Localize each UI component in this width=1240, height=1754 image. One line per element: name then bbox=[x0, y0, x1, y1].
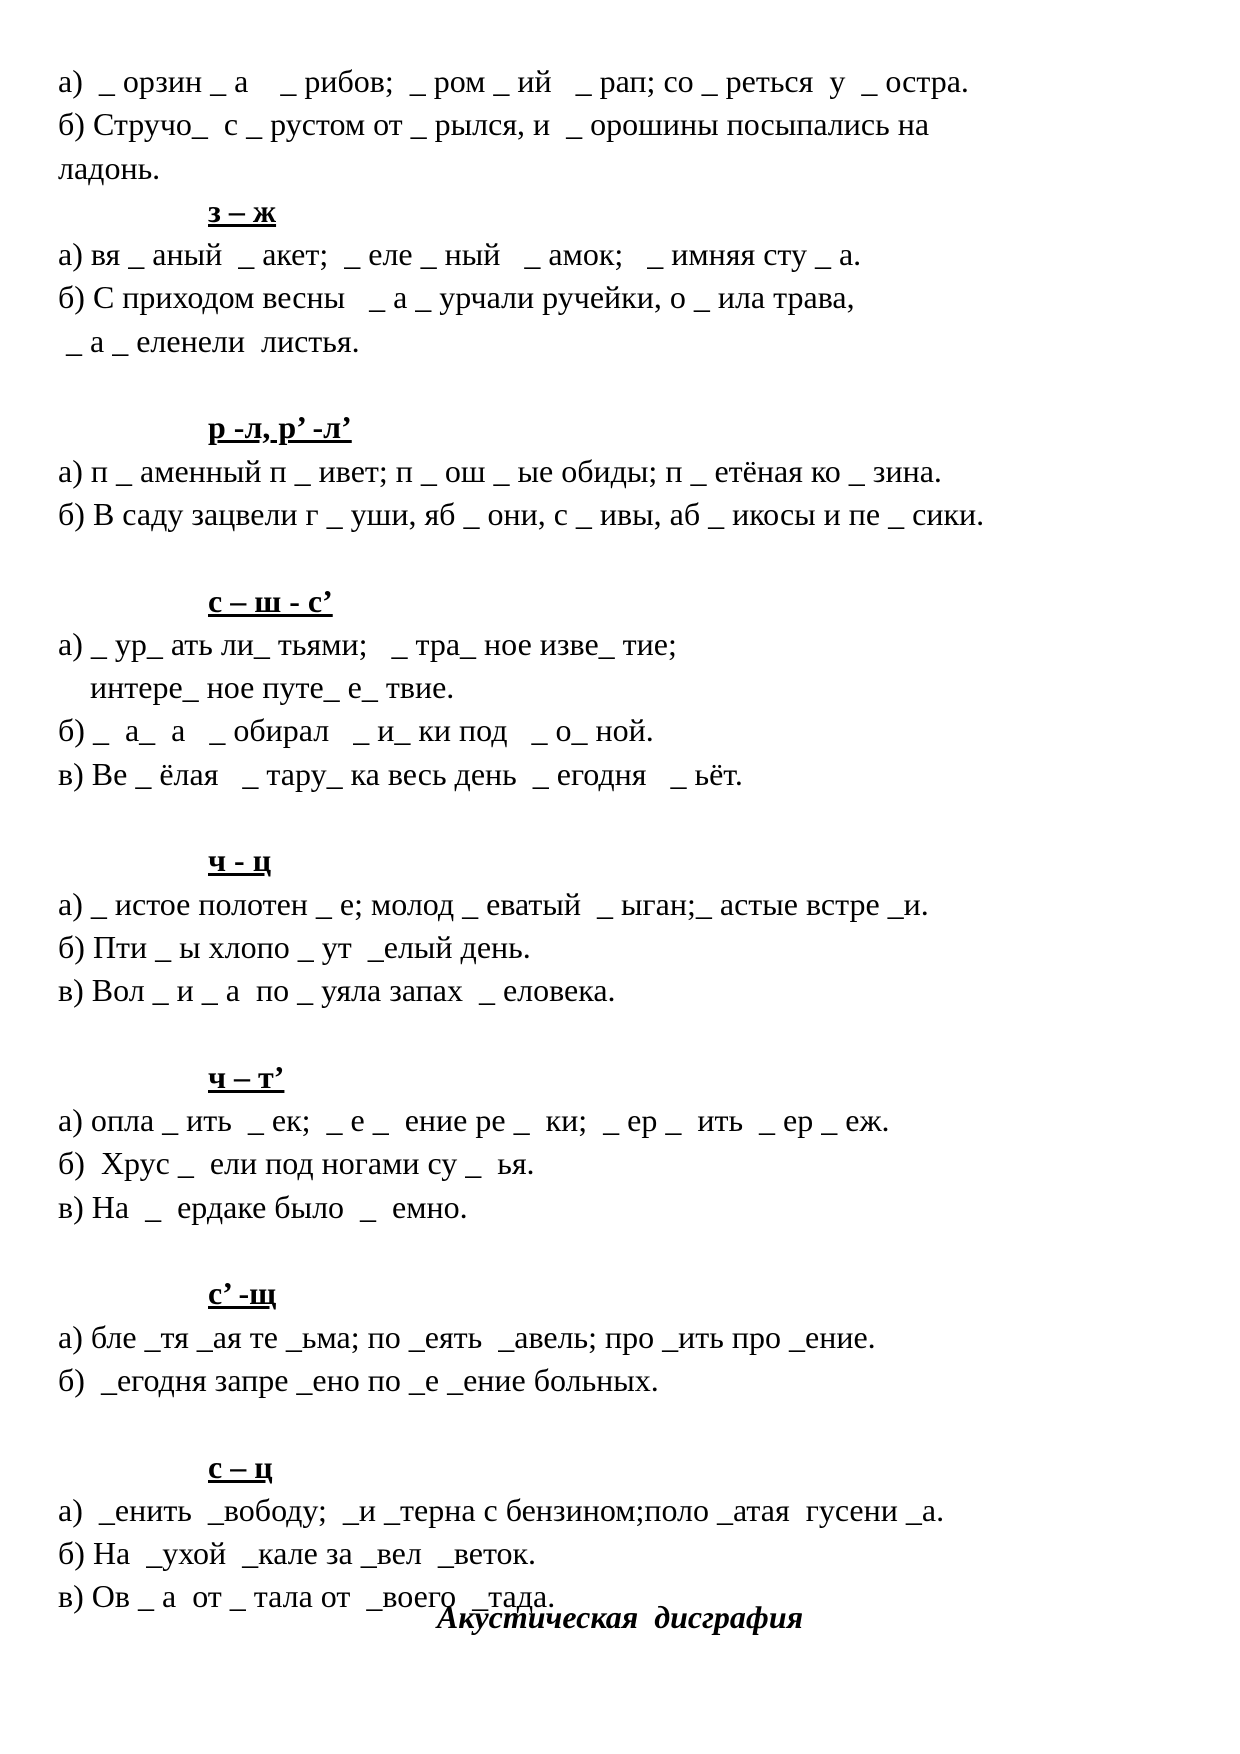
exercise-line: в) На _ ердаке было _ емно. bbox=[58, 1188, 468, 1225]
exercise-line: а) бле _тя _ая те _ьма; по _еять _авель; про _ить про _ение. bbox=[58, 1318, 876, 1355]
exercise-line: б) _егодня запре _ено по _е _ение больных. bbox=[58, 1361, 659, 1398]
exercise-line: а) _ истое полотен _ е; молод _ еватый _ ыган;_ астые встре _и. bbox=[58, 885, 929, 922]
spacer bbox=[58, 1013, 1188, 1056]
exercise-line: а) _енить _вободу; _и _терна с бензином;поло _атая гусени _а. bbox=[58, 1491, 945, 1528]
exercise-block bbox=[58, 60, 1188, 190]
exercise-block bbox=[58, 1446, 1188, 1619]
section-heading: з – ж bbox=[208, 192, 277, 229]
exercise-block bbox=[58, 190, 1188, 363]
exercise-line: а) _ орзин _ а _ рибов; _ ром _ ий _ рап; со _ реться у _ остра. bbox=[58, 63, 969, 99]
section-heading: с’ -щ bbox=[208, 1275, 277, 1312]
exercise-line: б) С приходом весны _ а _ урчали ручейки, о _ ила трава, bbox=[58, 279, 855, 316]
exercise-line: _ а _ еленели листья. bbox=[58, 322, 360, 359]
section-heading: с – ш - с’ bbox=[208, 582, 333, 619]
exercise-line: б) В саду зацвели г _ уши, яб _ они, с _ ивы, аб _ икосы и пе _ сики. bbox=[58, 495, 985, 532]
spacer bbox=[58, 1229, 1188, 1272]
exercise-line: интере_ ное путе_ е_ твие. bbox=[58, 669, 455, 706]
exercise-line: б) _ а_ а _ обирал _ и_ ки под _ о_ ной. bbox=[58, 712, 654, 749]
exercise-line: б) На _ухой _кале за _вел _веток. bbox=[58, 1535, 537, 1572]
exercise-line: в) Вол _ и _ а по _ уяла запах _ еловека. bbox=[58, 972, 616, 1009]
exercise-line: а) опла _ ить _ ек; _ е _ ение ре _ ки; _ ер _ ить _ ер _ еж. bbox=[58, 1102, 890, 1139]
exercise-line: в) Ве _ ёлая _ тару_ ка весь день _ егодня _ ьёт. bbox=[58, 755, 743, 792]
spacer bbox=[58, 796, 1188, 839]
exercise-block bbox=[58, 406, 1188, 536]
exercise-line: а) п _ аменный п _ ивет; п _ ош _ ые обиды; п _ етёная ко _ зина. bbox=[58, 452, 942, 489]
section-heading: р -л, р’ -л’ bbox=[208, 409, 352, 446]
exercise-line: б) Хрус _ ели под ногами су _ ья. bbox=[58, 1145, 535, 1182]
exercise-line: а) _ ур_ ать ли_ тьями; _ тра_ ное изве_ тие; bbox=[58, 625, 677, 662]
spacer bbox=[58, 1402, 1188, 1445]
exercise-line: в) Ов _ а от _ тала от _воего _тада. bbox=[58, 1578, 556, 1615]
exercise-line: б) Пти _ ы хлопо _ ут _елый день. bbox=[58, 928, 531, 965]
page-footer-title: Акустическая дисграфия bbox=[436, 1599, 804, 1635]
exercise-content bbox=[58, 60, 1188, 1619]
section-heading: с – ц bbox=[208, 1448, 273, 1485]
exercise-block bbox=[58, 1272, 1188, 1402]
exercise-line: а) вя _ аный _ акет; _ еле _ ный _ амок; _ имняя сту _ а. bbox=[58, 236, 862, 273]
exercise-line: б) Стручо_ с _ рустом от _ рылся, и _ орошины посыпались на bbox=[58, 106, 930, 143]
section-heading: ч - ц bbox=[208, 842, 272, 879]
section-heading: ч – т’ bbox=[208, 1058, 285, 1095]
exercise-block bbox=[58, 1056, 1188, 1229]
exercise-block bbox=[58, 580, 1188, 796]
spacer bbox=[58, 363, 1188, 406]
spacer bbox=[58, 536, 1188, 579]
exercise-line: ладонь. bbox=[58, 149, 161, 186]
exercise-block bbox=[58, 839, 1188, 1012]
